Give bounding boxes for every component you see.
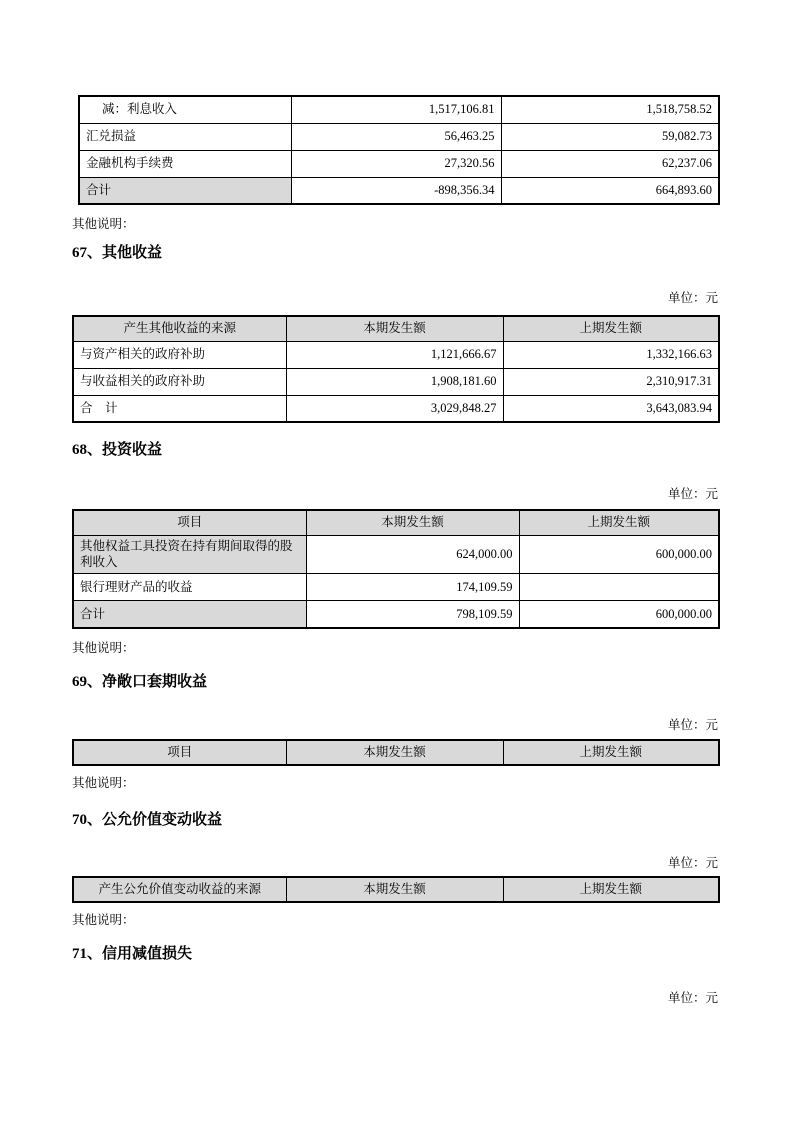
row-label: 与资产相关的政府补助: [73, 341, 286, 368]
section-69-title: 69、净敞口套期收益: [72, 673, 208, 690]
column-header: 本期发生额: [286, 740, 503, 765]
total-label: 合计: [79, 177, 291, 204]
prior-amount: 1,518,758.52: [501, 96, 719, 123]
table-row: [73, 368, 719, 395]
row-label: 金融机构手续费: [79, 150, 291, 177]
section-68-title: 68、投资收益: [72, 442, 163, 458]
total-row: [73, 395, 719, 422]
net-hedge-income-table: [72, 739, 720, 766]
prior-amount: 2,310,917.31: [503, 368, 719, 395]
prior-amount: 1,332,166.63: [503, 341, 719, 368]
current-amount: 3,029,848.27: [286, 395, 503, 422]
other-notes: 其他说明：: [72, 217, 135, 231]
column-header: 上期发生额: [519, 510, 719, 535]
unit-label: 单位：元: [667, 855, 718, 870]
current-amount: 27,320.56: [291, 150, 501, 177]
table-row: [73, 535, 719, 574]
header-row: [73, 510, 719, 535]
current-amount: 1,121,666.67: [286, 341, 503, 368]
row-label: 汇兑损益: [79, 123, 291, 150]
table-row: [73, 574, 719, 601]
table-row: [79, 150, 719, 177]
current-amount: -898,356.34: [291, 177, 501, 204]
current-amount: 624,000.00: [306, 535, 519, 574]
other-income-table: [72, 315, 720, 423]
fair-value-change-table: [72, 876, 720, 903]
column-header: 上期发生额: [503, 877, 719, 902]
prior-amount: 600,000.00: [519, 535, 719, 574]
other-notes: 其他说明：: [72, 912, 135, 927]
table-row: [79, 96, 719, 123]
investment-income-table: [72, 509, 720, 629]
total-row: [79, 177, 719, 204]
prior-amount: 59,082.73: [501, 123, 719, 150]
current-amount: 1,908,181.60: [286, 368, 503, 395]
row-label: 银行理财产品的收益: [73, 574, 306, 601]
column-header: 本期发生额: [286, 316, 503, 341]
header-row: [73, 877, 719, 902]
unit-label: 单位：元: [667, 487, 718, 501]
current-amount: 56,463.25: [291, 123, 501, 150]
other-notes: 其他说明：: [72, 775, 135, 790]
column-header: 产生其他收益的来源: [73, 316, 286, 341]
table-row: [73, 341, 719, 368]
current-amount: 1,517,106.81: [291, 96, 501, 123]
column-header: 项目: [73, 510, 306, 535]
row-label: 与收益相关的政府补助: [73, 368, 286, 395]
prior-amount: 600,000.00: [519, 601, 719, 628]
prior-amount: 3,643,083.94: [503, 395, 719, 422]
financial-expense-table: [78, 95, 720, 205]
row-label: 其他权益工具投资在持有期间取得的股利收入: [73, 535, 306, 574]
section-67-title: 67、其他收益: [72, 245, 163, 261]
other-notes: 其他说明：: [72, 640, 135, 655]
section-70-title: 70、公允价值变动收益: [72, 811, 223, 828]
total-row: [73, 601, 719, 628]
header-row: [73, 740, 719, 765]
unit-label: 单位：元: [667, 717, 718, 732]
column-header: 项目: [73, 740, 286, 765]
current-amount: 174,109.59: [306, 574, 519, 601]
prior-amount: 664,893.60: [501, 177, 719, 204]
row-label: 减：利息收入: [79, 96, 291, 123]
total-label: 合计: [73, 601, 306, 628]
column-header: 上期发生额: [503, 316, 719, 341]
column-header: 本期发生额: [306, 510, 519, 535]
section-71-title: 71、信用减值损失: [72, 945, 193, 962]
table-row: [79, 123, 719, 150]
prior-amount: [519, 574, 719, 601]
unit-label: 单位：元: [667, 291, 718, 305]
column-header: 本期发生额: [286, 877, 503, 902]
column-header: 上期发生额: [503, 740, 719, 765]
column-header: 产生公允价值变动收益的来源: [73, 877, 286, 902]
unit-label: 单位：元: [667, 990, 718, 1005]
prior-amount: 62,237.06: [501, 150, 719, 177]
total-label: 合 计: [73, 395, 286, 422]
current-amount: 798,109.59: [306, 601, 519, 628]
header-row: [73, 316, 719, 341]
